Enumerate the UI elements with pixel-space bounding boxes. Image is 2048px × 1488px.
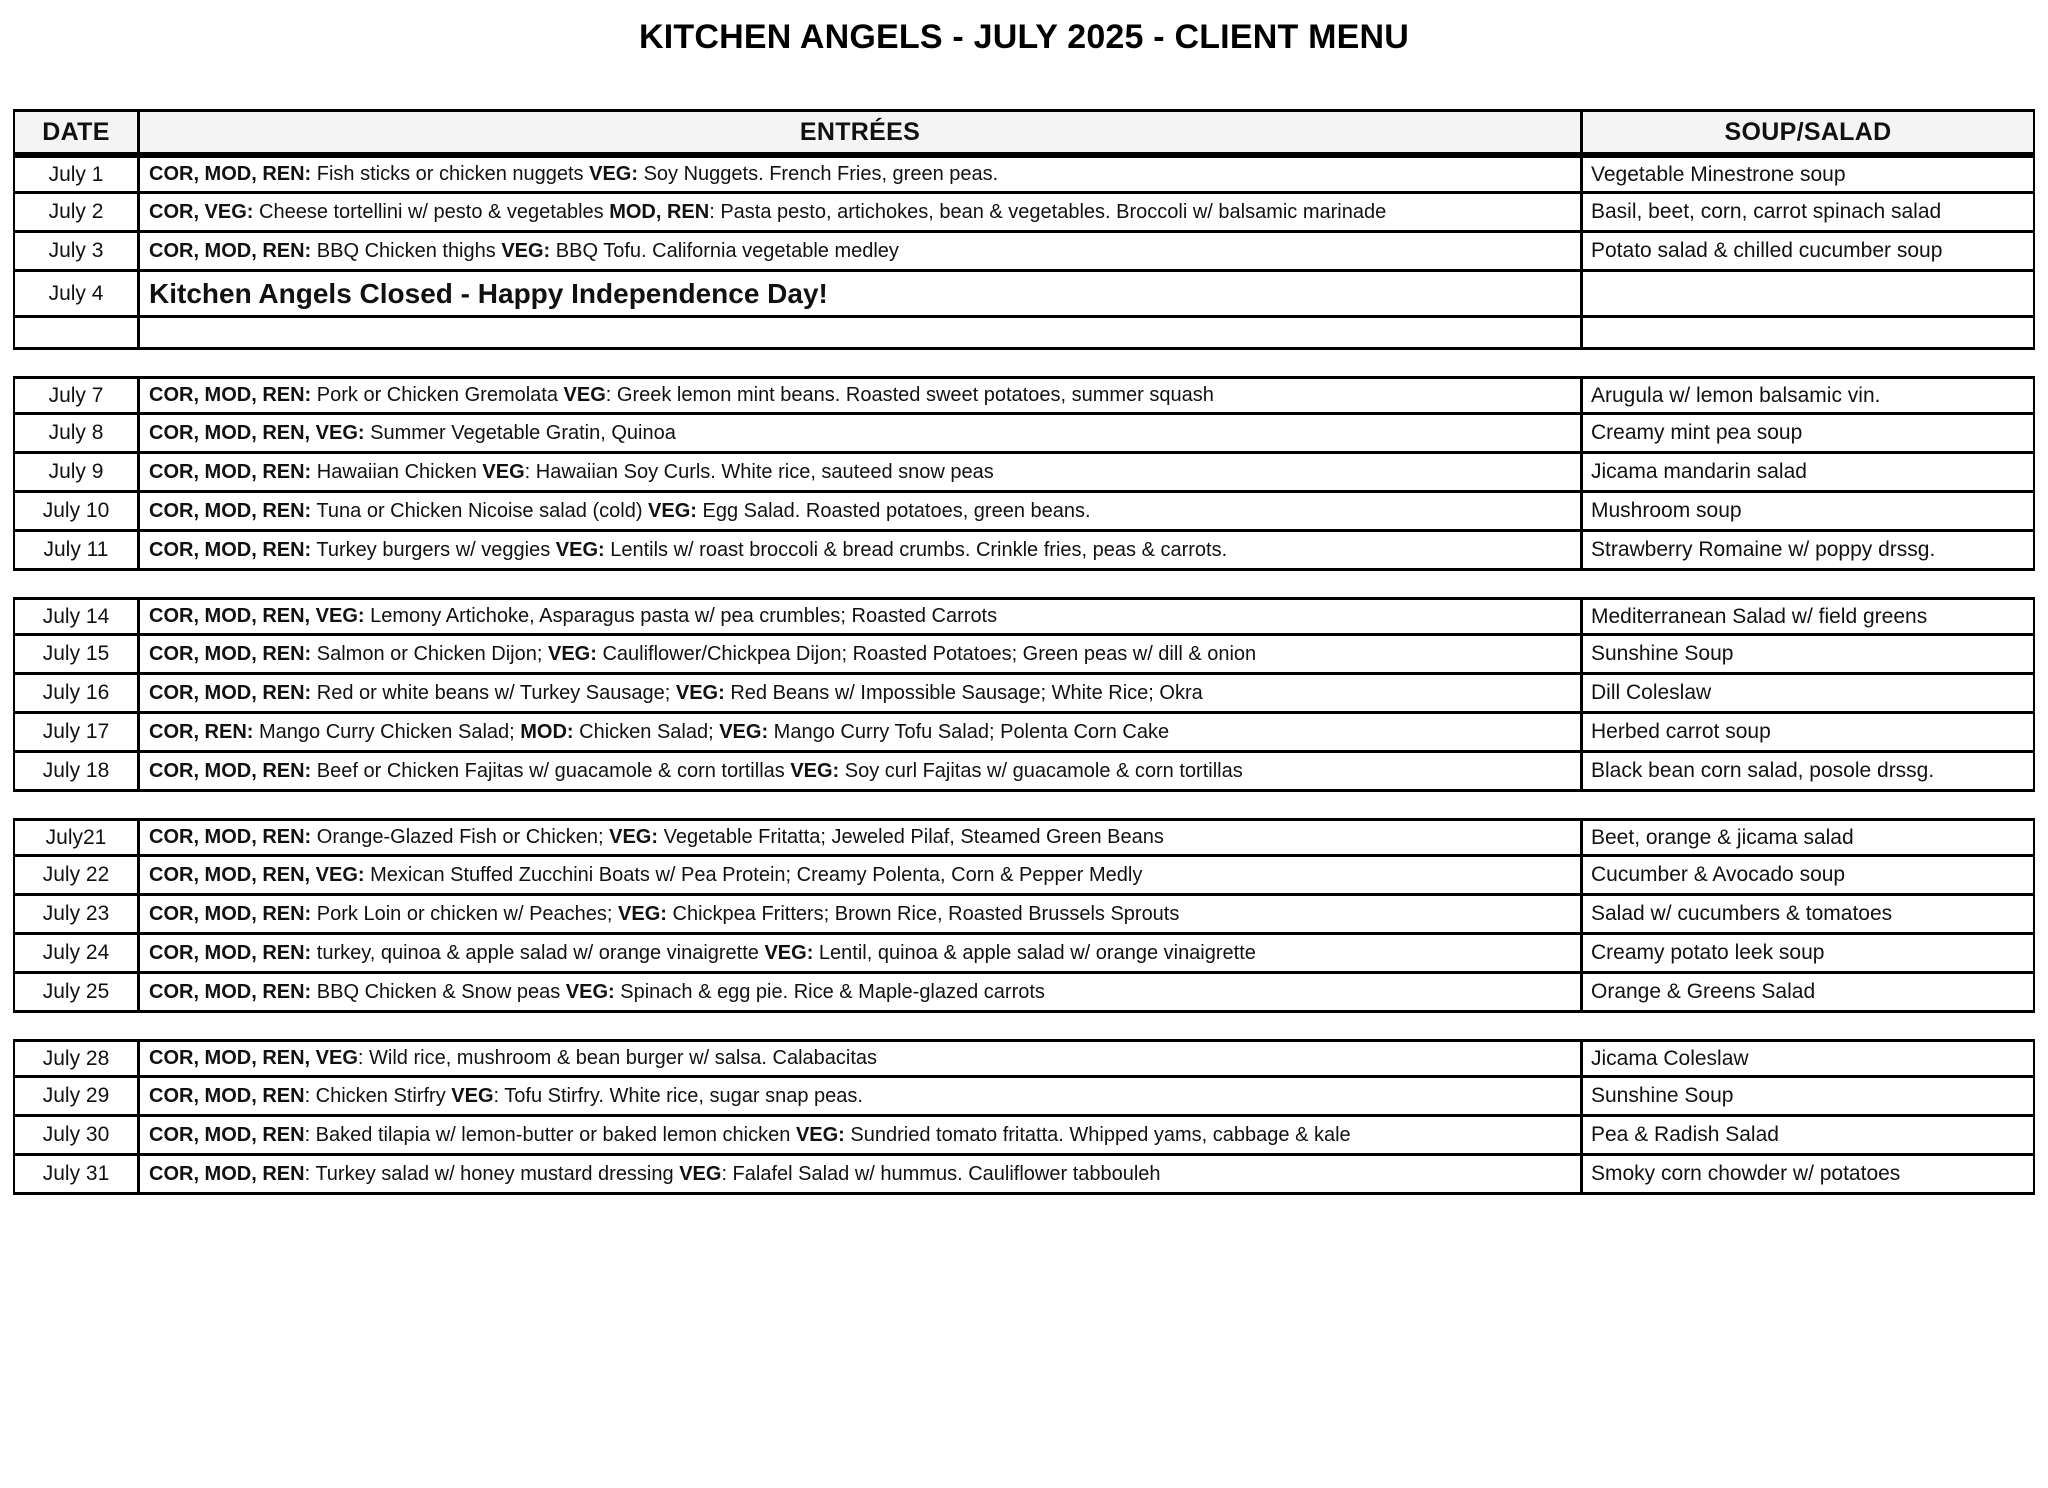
column-header-soup-salad: SOUP/SALAD bbox=[1583, 109, 2035, 155]
soup-salad-cell bbox=[1583, 272, 2035, 318]
entree-text: Red Beans w/ Impossible Sausage; White Rice; Okra bbox=[724, 681, 1203, 704]
diet-tag: COR, MOD, REN: bbox=[149, 239, 312, 262]
entree-text: turkey, quinoa & apple salad w/ orange vinaigrette bbox=[311, 941, 765, 964]
diet-tag: COR, MOD, REN bbox=[149, 1123, 305, 1146]
column-header-entrees: ENTRÉES bbox=[140, 109, 1583, 155]
diet-tag: COR, MOD, REN, VEG: bbox=[149, 421, 365, 444]
week-separator bbox=[13, 792, 2035, 818]
entree-text: Sundried tomato fritatta. Whipped yams, cabbage & kale bbox=[844, 1123, 1351, 1146]
diet-tag: VEG: bbox=[764, 941, 814, 964]
entree-cell bbox=[140, 454, 1583, 493]
soup-salad-cell: Mediterranean Salad w/ field greens bbox=[1583, 597, 2035, 636]
date-cell: July 2 bbox=[13, 194, 140, 233]
entree-text: Chickpea Fritters; Brown Rice, Roasted Brussels Sprouts bbox=[666, 902, 1180, 925]
date-cell: July 28 bbox=[13, 1039, 140, 1078]
entree-cell bbox=[140, 233, 1583, 272]
menu-day-row bbox=[13, 454, 2035, 493]
entree-cell bbox=[140, 896, 1583, 935]
week-separator-cell bbox=[13, 792, 140, 818]
entree-cell bbox=[140, 818, 1583, 857]
diet-tag: VEG: bbox=[555, 538, 605, 561]
week-separator-cell bbox=[140, 792, 1583, 818]
entree-text: Red or white beans w/ Turkey Sausage; bbox=[311, 681, 676, 704]
soup-salad-cell: Arugula w/ lemon balsamic vin. bbox=[1583, 376, 2035, 415]
entree-cell bbox=[140, 376, 1583, 415]
diet-tag: VEG bbox=[563, 384, 606, 406]
soup-salad-cell: Herbed carrot soup bbox=[1583, 714, 2035, 753]
soup-salad-cell: Vegetable Minestrone soup bbox=[1583, 155, 2035, 194]
entree-text: Turkey burgers w/ veggies bbox=[311, 538, 556, 561]
soup-salad-cell: Orange & Greens Salad bbox=[1583, 974, 2035, 1013]
entree-cell bbox=[140, 675, 1583, 714]
entree-text: Soy Nuggets. French Fries, green peas. bbox=[638, 163, 999, 185]
entree-cell bbox=[140, 415, 1583, 454]
entree-text: Vegetable Fritatta; Jeweled Pilaf, Steamed Green Beans bbox=[658, 826, 1164, 848]
menu-day-row bbox=[13, 896, 2035, 935]
week-separator-cell bbox=[13, 571, 140, 597]
diet-tag: VEG: bbox=[548, 642, 597, 665]
entree-cell bbox=[140, 1039, 1583, 1078]
entree-text: : Baked tilapia w/ lemon-butter or baked lemon chicken bbox=[304, 1123, 796, 1146]
menu-day-row bbox=[13, 935, 2035, 974]
diet-tag: VEG: bbox=[790, 759, 840, 782]
menu-day-row bbox=[13, 1156, 2035, 1195]
date-cell: July 18 bbox=[13, 753, 140, 792]
diet-tag: VEG: bbox=[565, 980, 615, 1003]
entree-text: Orange-Glazed Fish or Chicken; bbox=[311, 826, 610, 848]
entree-text: Beef or Chicken Fajitas w/ guacamole & corn tortillas bbox=[311, 759, 791, 782]
entree-cell bbox=[140, 318, 1583, 350]
menu-day-row bbox=[13, 818, 2035, 857]
menu-table-wrap bbox=[0, 109, 2048, 1195]
entree-text: BBQ Tofu. California vegetable medley bbox=[550, 239, 899, 262]
empty-row bbox=[13, 318, 2035, 350]
entree-cell bbox=[140, 1156, 1583, 1195]
soup-salad-cell: Pea & Radish Salad bbox=[1583, 1117, 2035, 1156]
entree-text: Hawaiian Chicken bbox=[311, 460, 483, 483]
week-separator-cell bbox=[1583, 792, 2035, 818]
diet-tag: COR, VEG: bbox=[149, 200, 254, 223]
entree-text: Spinach & egg pie. Rice & Maple-glazed carrots bbox=[614, 980, 1045, 1003]
menu-day-row bbox=[13, 194, 2035, 233]
soup-salad-cell: Jicama mandarin salad bbox=[1583, 454, 2035, 493]
date-cell: July 8 bbox=[13, 415, 140, 454]
entree-text: Cheese tortellini w/ pesto & vegetables bbox=[253, 200, 610, 223]
menu-day-row bbox=[13, 753, 2035, 792]
diet-tag: MOD: bbox=[520, 720, 574, 743]
date-cell: July 23 bbox=[13, 896, 140, 935]
entree-text: Mango Curry Tofu Salad; Polenta Corn Cake bbox=[768, 720, 1170, 743]
date-cell: July 7 bbox=[13, 376, 140, 415]
diet-tag: VEG: bbox=[501, 239, 551, 262]
soup-salad-cell: Creamy mint pea soup bbox=[1583, 415, 2035, 454]
menu-day-row bbox=[13, 714, 2035, 753]
week-separator-cell bbox=[1583, 571, 2035, 597]
diet-tag: COR, MOD, REN: bbox=[149, 499, 312, 522]
date-cell: July 30 bbox=[13, 1117, 140, 1156]
week-separator-cell bbox=[1583, 1013, 2035, 1039]
entree-text: Pork or Chicken Gremolata bbox=[311, 384, 564, 406]
week-separator bbox=[13, 571, 2035, 597]
week-separator-cell bbox=[140, 1013, 1583, 1039]
diet-tag: COR, MOD, REN, VEG: bbox=[149, 605, 365, 627]
soup-salad-cell bbox=[1583, 318, 2035, 350]
diet-tag: COR, MOD, REN, VEG: bbox=[149, 863, 365, 886]
diet-tag: COR, MOD, REN, VEG bbox=[149, 1047, 358, 1069]
diet-tag: VEG: bbox=[618, 902, 667, 925]
date-cell bbox=[13, 318, 140, 350]
date-cell: July 15 bbox=[13, 636, 140, 675]
soup-salad-cell: Basil, beet, corn, carrot spinach salad bbox=[1583, 194, 2035, 233]
diet-tag: COR, MOD, REN: bbox=[149, 681, 312, 704]
entree-text: : Wild rice, mushroom & bean burger w/ salsa. Calabacitas bbox=[357, 1047, 878, 1069]
entree-text: BBQ Chicken thighs bbox=[311, 239, 502, 262]
diet-tag: VEG bbox=[679, 1162, 722, 1185]
week-separator-cell bbox=[13, 350, 140, 376]
date-cell: July21 bbox=[13, 818, 140, 857]
entree-cell bbox=[140, 714, 1583, 753]
entree-text: : Tofu Stirfry. White rice, sugar snap peas. bbox=[493, 1084, 863, 1107]
entree-text: Fish sticks or chicken nuggets bbox=[311, 163, 590, 185]
date-cell: July 24 bbox=[13, 935, 140, 974]
date-cell: July 29 bbox=[13, 1078, 140, 1117]
diet-tag: COR, MOD, REN: bbox=[149, 642, 312, 665]
entree-cell bbox=[140, 493, 1583, 532]
date-cell: July 25 bbox=[13, 974, 140, 1013]
entree-cell bbox=[140, 194, 1583, 233]
menu-day-row bbox=[13, 415, 2035, 454]
date-cell: July 22 bbox=[13, 857, 140, 896]
diet-tag: COR, MOD, REN: bbox=[149, 460, 312, 483]
diet-tag: COR, MOD, REN: bbox=[149, 941, 312, 964]
entree-text: Lentils w/ roast broccoli & bread crumbs. Crinkle fries, peas & carrots. bbox=[604, 538, 1228, 561]
entree-cell bbox=[140, 857, 1583, 896]
soup-salad-cell: Potato salad & chilled cucumber soup bbox=[1583, 233, 2035, 272]
diet-tag: COR, REN: bbox=[149, 720, 254, 743]
entree-text: : Falafel Salad w/ hummus. Cauliflower tabbouleh bbox=[721, 1162, 1161, 1185]
entree-text: Pork Loin or chicken w/ Peaches; bbox=[311, 902, 619, 925]
menu-day-row bbox=[13, 636, 2035, 675]
entree-text: : Hawaiian Soy Curls. White rice, sauteed snow peas bbox=[524, 460, 994, 483]
menu-day-row bbox=[13, 493, 2035, 532]
soup-salad-cell: Strawberry Romaine w/ poppy drssg. bbox=[1583, 532, 2035, 571]
diet-tag: COR, MOD, REN: bbox=[149, 759, 312, 782]
date-cell: July 11 bbox=[13, 532, 140, 571]
entree-cell bbox=[140, 155, 1583, 194]
soup-salad-cell: Sunshine Soup bbox=[1583, 1078, 2035, 1117]
date-cell: July 1 bbox=[13, 155, 140, 194]
diet-tag: COR, MOD, REN: bbox=[149, 980, 312, 1003]
page-title: KITCHEN ANGELS - JULY 2025 - CLIENT MENU bbox=[639, 18, 1409, 56]
menu-day-row bbox=[13, 1117, 2035, 1156]
entree-text: Chicken Salad; bbox=[573, 720, 720, 743]
menu-day-row bbox=[13, 857, 2035, 896]
date-cell: July 16 bbox=[13, 675, 140, 714]
soup-salad-cell: Mushroom soup bbox=[1583, 493, 2035, 532]
entree-text: Soy curl Fajitas w/ guacamole & corn tortillas bbox=[839, 759, 1243, 782]
date-cell: July 9 bbox=[13, 454, 140, 493]
diet-tag: VEG: bbox=[719, 720, 769, 743]
entree-cell bbox=[140, 935, 1583, 974]
entree-text: Salmon or Chicken Dijon; bbox=[311, 642, 548, 665]
menu-day-row bbox=[13, 597, 2035, 636]
entree-cell bbox=[140, 753, 1583, 792]
week-separator bbox=[13, 1013, 2035, 1039]
soup-salad-cell: Dill Coleslaw bbox=[1583, 675, 2035, 714]
menu-day-row bbox=[13, 233, 2035, 272]
closure-notice-cell: Kitchen Angels Closed - Happy Independence Day! bbox=[140, 272, 1583, 318]
diet-tag: COR, MOD, REN: bbox=[149, 163, 312, 185]
menu-day-row bbox=[13, 1039, 2035, 1078]
soup-salad-cell: Cucumber & Avocado soup bbox=[1583, 857, 2035, 896]
menu-day-row bbox=[13, 675, 2035, 714]
date-cell: July 3 bbox=[13, 233, 140, 272]
entree-cell bbox=[140, 597, 1583, 636]
entree-text: Mango Curry Chicken Salad; bbox=[253, 720, 521, 743]
entree-text: Lentil, quinoa & apple salad w/ orange vinaigrette bbox=[813, 941, 1256, 964]
menu-day-row bbox=[13, 272, 2035, 318]
diet-tag: COR, MOD, REN: bbox=[149, 826, 312, 848]
date-cell: July 31 bbox=[13, 1156, 140, 1195]
menu-table-body bbox=[13, 155, 2035, 1195]
week-separator-cell bbox=[1583, 350, 2035, 376]
week-separator bbox=[13, 350, 2035, 376]
entree-text: Lemony Artichoke, Asparagus pasta w/ pea crumbles; Roasted Carrots bbox=[364, 605, 998, 627]
menu-day-row bbox=[13, 376, 2035, 415]
week-separator-cell bbox=[140, 350, 1583, 376]
entree-text: BBQ Chicken & Snow peas bbox=[311, 980, 566, 1003]
soup-salad-cell: Sunshine Soup bbox=[1583, 636, 2035, 675]
diet-tag: VEG bbox=[451, 1084, 494, 1107]
menu-day-row bbox=[13, 1078, 2035, 1117]
soup-salad-cell: Beet, orange & jicama salad bbox=[1583, 818, 2035, 857]
entree-text: : Pasta pesto, artichokes, bean & vegetables. Broccoli w/ balsamic marinade bbox=[709, 200, 1387, 223]
entree-text: Summer Vegetable Gratin, Quinoa bbox=[364, 421, 676, 444]
entree-text: Mexican Stuffed Zucchini Boats w/ Pea Protein; Creamy Polenta, Corn & Pepper Medly bbox=[364, 863, 1143, 886]
week-separator-cell bbox=[140, 571, 1583, 597]
diet-tag: COR, MOD, REN: bbox=[149, 538, 312, 561]
entree-text: : Chicken Stirfry bbox=[304, 1084, 452, 1107]
diet-tag: COR, MOD, REN: bbox=[149, 384, 312, 406]
soup-salad-cell: Jicama Coleslaw bbox=[1583, 1039, 2035, 1078]
soup-salad-cell: Creamy potato leek soup bbox=[1583, 935, 2035, 974]
diet-tag: MOD, REN bbox=[609, 200, 710, 223]
date-cell: July 4 bbox=[13, 272, 140, 318]
entree-cell bbox=[140, 974, 1583, 1013]
soup-salad-cell: Black bean corn salad, posole drssg. bbox=[1583, 753, 2035, 792]
entree-text: Cauliflower/Chickpea Dijon; Roasted Potatoes; Green peas w/ dill & onion bbox=[596, 642, 1257, 665]
entree-cell bbox=[140, 1117, 1583, 1156]
diet-tag: VEG: bbox=[589, 163, 639, 185]
column-header-date: DATE bbox=[13, 109, 140, 155]
diet-tag: VEG: bbox=[609, 826, 659, 848]
soup-salad-cell: Salad w/ cucumbers & tomatoes bbox=[1583, 896, 2035, 935]
diet-tag: VEG: bbox=[795, 1123, 845, 1146]
diet-tag: COR, MOD, REN: bbox=[149, 902, 312, 925]
entree-text: : Turkey salad w/ honey mustard dressing bbox=[304, 1162, 680, 1185]
date-cell: July 14 bbox=[13, 597, 140, 636]
menu-day-row bbox=[13, 974, 2035, 1013]
table-header-row bbox=[13, 109, 2035, 155]
entree-text: Tuna or Chicken Nicoise salad (cold) bbox=[311, 499, 649, 522]
diet-tag: COR, MOD, REN bbox=[149, 1084, 305, 1107]
entree-cell bbox=[140, 532, 1583, 571]
menu-day-row bbox=[13, 155, 2035, 194]
entree-cell bbox=[140, 636, 1583, 675]
entree-text: : Greek lemon mint beans. Roasted sweet potatoes, summer squash bbox=[605, 384, 1214, 406]
week-separator-cell bbox=[13, 1013, 140, 1039]
date-cell: July 10 bbox=[13, 493, 140, 532]
diet-tag: COR, MOD, REN bbox=[149, 1162, 305, 1185]
entree-text: Egg Salad. Roasted potatoes, green beans. bbox=[696, 499, 1091, 522]
diet-tag: VEG bbox=[482, 460, 525, 483]
entree-cell bbox=[140, 1078, 1583, 1117]
soup-salad-cell: Smoky corn chowder w/ potatoes bbox=[1583, 1156, 2035, 1195]
diet-tag: VEG: bbox=[675, 681, 725, 704]
diet-tag: VEG: bbox=[648, 499, 697, 522]
date-cell: July 17 bbox=[13, 714, 140, 753]
menu-table bbox=[13, 109, 2035, 1195]
menu-day-row bbox=[13, 532, 2035, 571]
